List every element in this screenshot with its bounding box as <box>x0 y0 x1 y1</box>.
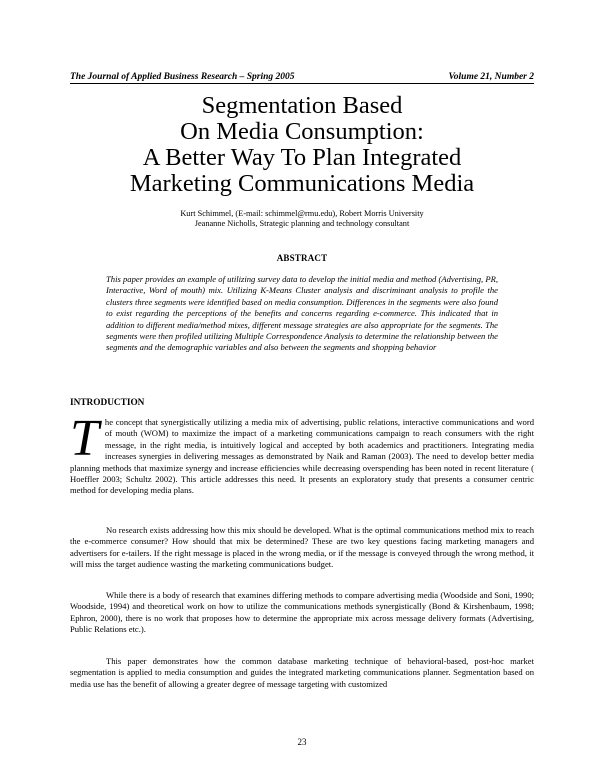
abstract-heading: ABSTRACT <box>276 253 328 263</box>
title-line-2: On Media Consumption: <box>180 118 424 145</box>
running-header <box>70 72 534 84</box>
intro-paragraph-1-text: he concept that synergistically utilizing a media mix of advertising, public relations, interactive communications and word of mouth (WOM) to maximize the impact of a marketing communications campaign to reach consumers with the right message, in the right media, is intuitively logical and accepted by both academics and practitioners. Integrating media increases synergies in delivering messages as demonstrated by Naik and Raman (2003). The need to develop better media planning methods that maximize synergy and increase efficiencies while decreasing overspending has been noted in recent literature ( Hoeffler 2003; Schultz 2002). This article addresses this need. It presents an exploratory study that presents a consumer centric method for developing media plans. <box>70 417 534 496</box>
author-line-1: Kurt Schimmel, (E-mail: schimmel@rmu.edu), Robert Morris University <box>180 209 424 218</box>
paper-title <box>70 93 534 197</box>
intro-paragraph-4: This paper demonstrates how the common database marketing technique of behavioral-based, post-hoc market segmentation is applied to media consumption and guides the integrated marketing communications planner. Segmentation based on media use has the benefit of allowing a greater degree of message targeting with customized <box>70 656 534 689</box>
page-number: 23 <box>297 737 307 747</box>
abstract-text: This paper provides an example of utilizing survey data to develop the initial media and method (Advertising, PR, Interactive, Word of mouth) mix. Utilizing K-Means Cluster analysis and discriminant analysis to profile the clusters three segments were identified based on media consumption. Differences in the segments were also found to exist regarding the perceptions of the benefits and concerns regarding e-commerce. This indicated that in addition to different media/method mixes, different message strategies are also appropriate for the segments. The segments were then profiled utilizing Multiple Correspondence Analysis to determine the relationship between the segments and the demographic variables and also between the segments and shopping behavior <box>106 274 498 353</box>
title-line-1: Segmentation Based <box>201 92 403 119</box>
intro-paragraph-1 <box>70 410 534 497</box>
intro-paragraph-2: No research exists addressing how this mix should be developed. What is the optimal communications method mix to reach the e-commerce consumer? How should that mix be determined? These are two key questions facing marketing managers and advertisers for e-tailers. If the right message is placed in the wrong media, or if the message is conveyed through the wrong method, it will miss the target audience wasting the marketing communications budget. <box>70 525 534 570</box>
drop-cap: T <box>70 410 99 467</box>
title-line-4: Marketing Communications Media <box>129 170 475 197</box>
intro-paragraph-3: While there is a body of research that examines differing methods to compare advertising media (Woodside and Soni, 1990; Woodside, 1994) and theoretical work on how to utilize the communications methods synergistically (Bond & Kirshenbaum, 1998; Ephron, 2000), there is no work that proposes how to determine the appropriate mix across message delivery formats (Advertising, Public Relations etc.). <box>70 590 534 635</box>
journal-name: The Journal of Applied Business Research – Spring 2005 <box>70 72 295 82</box>
author-block <box>70 209 534 229</box>
author-line-2: Jeananne Nicholls, Strategic planning and technology consultant <box>194 219 410 228</box>
introduction-heading: INTRODUCTION <box>70 398 145 408</box>
title-line-3: A Better Way To Plan Integrated <box>142 144 462 171</box>
volume-number: Volume 21, Number 2 <box>448 72 534 82</box>
